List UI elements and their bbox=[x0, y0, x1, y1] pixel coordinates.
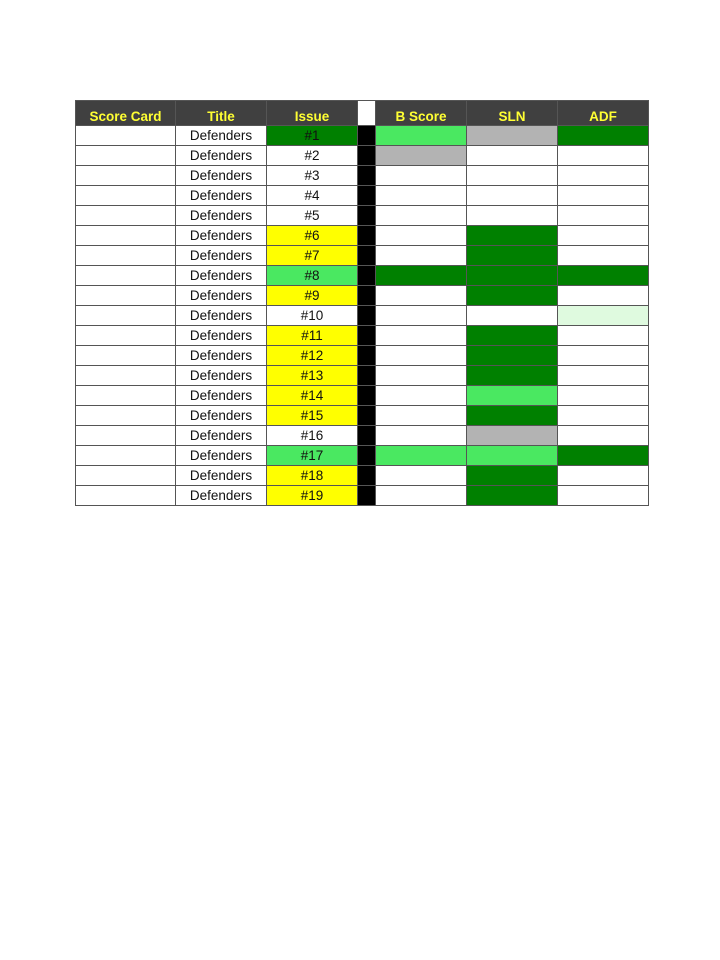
b-score-cell bbox=[376, 286, 467, 306]
b-score-cell bbox=[376, 426, 467, 446]
score-card-cell bbox=[76, 226, 176, 246]
table-row bbox=[76, 486, 649, 506]
header-b-score: B Score bbox=[376, 101, 467, 126]
adf-cell bbox=[558, 346, 649, 366]
separator-cell bbox=[358, 146, 376, 166]
separator-cell bbox=[358, 126, 376, 146]
sln-cell bbox=[467, 346, 558, 366]
adf-cell bbox=[558, 286, 649, 306]
score-card-cell bbox=[76, 246, 176, 266]
score-card-cell bbox=[76, 346, 176, 366]
table-row bbox=[76, 306, 649, 326]
score-card-cell bbox=[76, 466, 176, 486]
score-card-cell bbox=[76, 286, 176, 306]
sln-cell bbox=[467, 446, 558, 466]
separator-cell bbox=[358, 266, 376, 286]
sln-cell bbox=[467, 126, 558, 146]
b-score-cell bbox=[376, 126, 467, 146]
sln-cell bbox=[467, 406, 558, 426]
table-row bbox=[76, 126, 649, 146]
sln-cell bbox=[467, 166, 558, 186]
score-card-cell bbox=[76, 406, 176, 426]
table-row bbox=[76, 366, 649, 386]
separator-cell bbox=[358, 466, 376, 486]
title-cell: Defenders bbox=[176, 366, 267, 386]
adf-cell bbox=[558, 486, 649, 506]
adf-cell bbox=[558, 266, 649, 286]
sln-cell bbox=[467, 146, 558, 166]
adf-cell bbox=[558, 226, 649, 246]
separator-cell bbox=[358, 386, 376, 406]
title-cell: Defenders bbox=[176, 406, 267, 426]
sln-cell bbox=[467, 326, 558, 346]
issue-cell: #8 bbox=[267, 266, 358, 286]
title-cell: Defenders bbox=[176, 126, 267, 146]
header-separator bbox=[358, 101, 376, 126]
table-row bbox=[76, 246, 649, 266]
title-cell: Defenders bbox=[176, 386, 267, 406]
adf-cell bbox=[558, 446, 649, 466]
issue-cell: #5 bbox=[267, 206, 358, 226]
sln-cell bbox=[467, 386, 558, 406]
b-score-cell bbox=[376, 226, 467, 246]
table-row bbox=[76, 446, 649, 466]
title-cell: Defenders bbox=[176, 226, 267, 246]
separator-cell bbox=[358, 486, 376, 506]
issue-cell: #15 bbox=[267, 406, 358, 426]
adf-cell bbox=[558, 466, 649, 486]
score-card-cell bbox=[76, 386, 176, 406]
issue-cell: #16 bbox=[267, 426, 358, 446]
title-cell: Defenders bbox=[176, 426, 267, 446]
sln-cell bbox=[467, 186, 558, 206]
header-adf: ADF bbox=[558, 101, 649, 126]
table-row bbox=[76, 226, 649, 246]
separator-cell bbox=[358, 286, 376, 306]
issue-cell: #17 bbox=[267, 446, 358, 466]
b-score-cell bbox=[376, 146, 467, 166]
b-score-cell bbox=[376, 446, 467, 466]
issue-cell: #3 bbox=[267, 166, 358, 186]
issue-cell: #19 bbox=[267, 486, 358, 506]
table-row bbox=[76, 466, 649, 486]
title-cell: Defenders bbox=[176, 346, 267, 366]
b-score-cell bbox=[376, 346, 467, 366]
sln-cell bbox=[467, 266, 558, 286]
sln-cell bbox=[467, 306, 558, 326]
b-score-cell bbox=[376, 306, 467, 326]
score-card-cell bbox=[76, 146, 176, 166]
title-cell: Defenders bbox=[176, 166, 267, 186]
score-card-cell bbox=[76, 206, 176, 226]
b-score-cell bbox=[376, 366, 467, 386]
issue-cell: #7 bbox=[267, 246, 358, 266]
issue-cell: #1 bbox=[267, 126, 358, 146]
separator-cell bbox=[358, 306, 376, 326]
title-cell: Defenders bbox=[176, 466, 267, 486]
adf-cell bbox=[558, 366, 649, 386]
score-card-cell bbox=[76, 186, 176, 206]
separator-cell bbox=[358, 366, 376, 386]
separator-cell bbox=[358, 346, 376, 366]
separator-cell bbox=[358, 246, 376, 266]
table-row bbox=[76, 206, 649, 226]
score-card-cell bbox=[76, 366, 176, 386]
title-cell: Defenders bbox=[176, 186, 267, 206]
header-issue: Issue bbox=[267, 101, 358, 126]
sln-cell bbox=[467, 366, 558, 386]
issue-cell: #10 bbox=[267, 306, 358, 326]
b-score-cell bbox=[376, 466, 467, 486]
table-row bbox=[76, 286, 649, 306]
b-score-cell bbox=[376, 486, 467, 506]
issue-cell: #4 bbox=[267, 186, 358, 206]
sln-cell bbox=[467, 206, 558, 226]
issue-cell: #6 bbox=[267, 226, 358, 246]
adf-cell bbox=[558, 146, 649, 166]
sln-cell bbox=[467, 466, 558, 486]
b-score-cell bbox=[376, 206, 467, 226]
table-row bbox=[76, 266, 649, 286]
score-card-cell bbox=[76, 266, 176, 286]
sln-cell bbox=[467, 286, 558, 306]
separator-cell bbox=[358, 226, 376, 246]
score-card-cell bbox=[76, 426, 176, 446]
separator-cell bbox=[358, 446, 376, 466]
separator-cell bbox=[358, 166, 376, 186]
header-title: Title bbox=[176, 101, 267, 126]
adf-cell bbox=[558, 306, 649, 326]
title-cell: Defenders bbox=[176, 326, 267, 346]
issue-cell: #13 bbox=[267, 366, 358, 386]
table-body bbox=[76, 126, 649, 506]
adf-cell bbox=[558, 186, 649, 206]
score-card-cell bbox=[76, 306, 176, 326]
table-row bbox=[76, 406, 649, 426]
b-score-cell bbox=[376, 266, 467, 286]
table-row bbox=[76, 326, 649, 346]
sln-cell bbox=[467, 426, 558, 446]
separator-cell bbox=[358, 406, 376, 426]
issue-cell: #11 bbox=[267, 326, 358, 346]
separator-cell bbox=[358, 206, 376, 226]
adf-cell bbox=[558, 246, 649, 266]
title-cell: Defenders bbox=[176, 246, 267, 266]
title-cell: Defenders bbox=[176, 286, 267, 306]
sln-cell bbox=[467, 246, 558, 266]
sln-cell bbox=[467, 486, 558, 506]
score-card-cell bbox=[76, 446, 176, 466]
score-card-table bbox=[75, 100, 649, 506]
b-score-cell bbox=[376, 326, 467, 346]
b-score-cell bbox=[376, 406, 467, 426]
b-score-cell bbox=[376, 386, 467, 406]
title-cell: Defenders bbox=[176, 146, 267, 166]
score-card-cell bbox=[76, 486, 176, 506]
table-row bbox=[76, 426, 649, 446]
sln-cell bbox=[467, 226, 558, 246]
title-cell: Defenders bbox=[176, 486, 267, 506]
adf-cell bbox=[558, 126, 649, 146]
separator-cell bbox=[358, 326, 376, 346]
adf-cell bbox=[558, 326, 649, 346]
title-cell: Defenders bbox=[176, 266, 267, 286]
score-card-cell bbox=[76, 166, 176, 186]
issue-cell: #12 bbox=[267, 346, 358, 366]
header-sln: SLN bbox=[467, 101, 558, 126]
adf-cell bbox=[558, 406, 649, 426]
issue-cell: #18 bbox=[267, 466, 358, 486]
b-score-cell bbox=[376, 166, 467, 186]
table-row bbox=[76, 146, 649, 166]
adf-cell bbox=[558, 206, 649, 226]
score-card-cell bbox=[76, 126, 176, 146]
adf-cell bbox=[558, 426, 649, 446]
table-row bbox=[76, 166, 649, 186]
header-score-card: Score Card bbox=[76, 101, 176, 126]
separator-cell bbox=[358, 426, 376, 446]
issue-cell: #9 bbox=[267, 286, 358, 306]
table-row bbox=[76, 346, 649, 366]
title-cell: Defenders bbox=[176, 206, 267, 226]
issue-cell: #2 bbox=[267, 146, 358, 166]
b-score-cell bbox=[376, 186, 467, 206]
header-row bbox=[76, 101, 649, 126]
adf-cell bbox=[558, 166, 649, 186]
separator-cell bbox=[358, 186, 376, 206]
adf-cell bbox=[558, 386, 649, 406]
issue-cell: #14 bbox=[267, 386, 358, 406]
title-cell: Defenders bbox=[176, 306, 267, 326]
table-row bbox=[76, 186, 649, 206]
title-cell: Defenders bbox=[176, 446, 267, 466]
score-card-cell bbox=[76, 326, 176, 346]
table-row bbox=[76, 386, 649, 406]
b-score-cell bbox=[376, 246, 467, 266]
